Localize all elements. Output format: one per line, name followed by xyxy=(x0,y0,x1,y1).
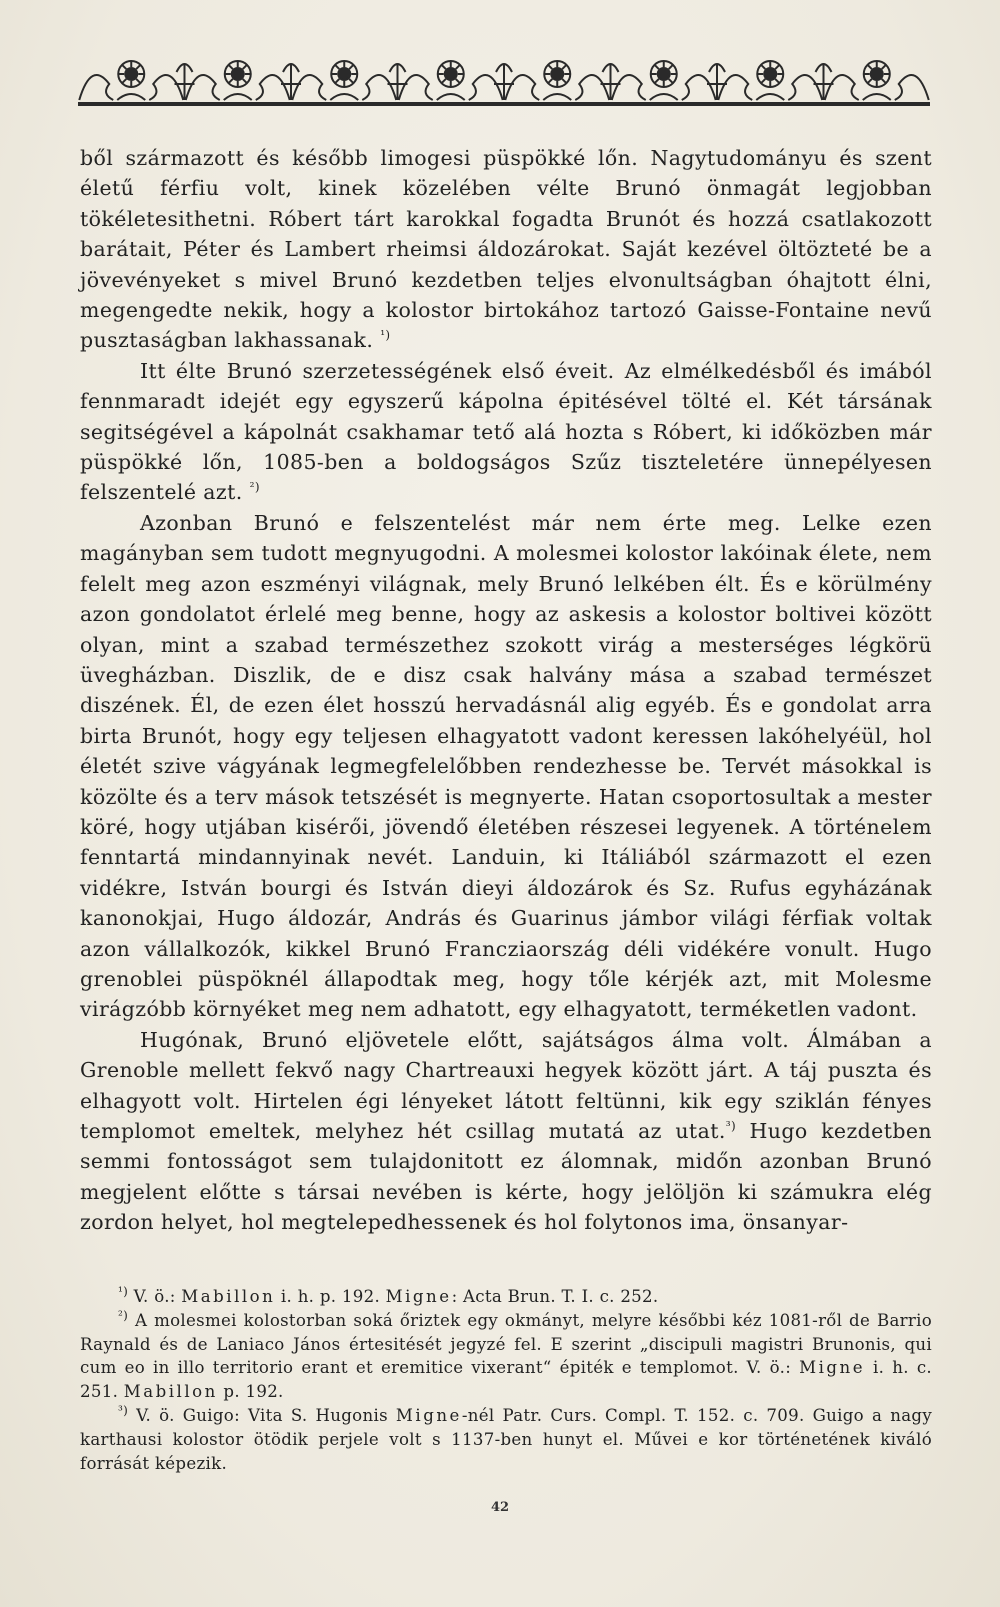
footnote-2: $^{^2)}$ A molesmei kolostorban soká őriztek egy okmányt, melyre későbbi kéz 1081-ről de Barrio Raynald és de Laniaco János értesitését jegyzé fel. E szerint „discipuli magistri Brunonis, qui cum eo in illo territorio erant et eremitice vixerant“ épiték e templomot. V. ö.: Migne i. h. c. 251. Mabillon p. 192. xyxy=(80,1308,932,1402)
footnote-3: $^{^3)}$ V. ö. Guigo: Vita S. Hugonis Migne-nél Patr. Curs. Compl. T. 152. c. 709. Guigo a nagy karthausi kolostor ötödik perjele volt s 1137-ben hunyt el. Művei e kor történetének kiváló forrását képezik. xyxy=(80,1403,933,1473)
paragraph-2: Itt élte Brunó szerzetességének első éveit. Az elmélkedésből és imából fennmaradt idejét egy egyszerű kápolna épitésével tölté el. Két társának segitségével a kápolnát csakhamar tető alá hozta s Róbert, ki időközben már püspökké lőn, 1085-ben a boldogságos Szűz tiszteletére ünnepélyesen felszentelé azt. $^{^2)}$ xyxy=(80,358,932,505)
footnote-1: $^{^1)}$ V. ö.: Mabillon i. h. p. 192. Migne: Acta Brun. T. I. c. 252. xyxy=(118,1284,659,1306)
paragraph-1: ből származott és később limogesi püspökké lőn. Nagytudományu és szent életű férfiu volt, kinek közelében vélte Brunó önmagát legjobban tökéletesithetni. Róbert tárt karokkal fogadta Brunót és hozzá csatlakozott barátait, Péter és Lambert rheimsi áldozárokat. Saját kezével öltözteté be a jövevényeket s mivel Brunó kezdetben teljes elvonultságban óhajtott élni, megengedte nekik, hogy a kolostor birtokához tartozó Gaisse-Fontaine nevű pusztaságban lakhassanak. $^{^1)}$ xyxy=(80,146,932,353)
footnote-ref-3: ³) xyxy=(725,1119,737,1134)
ornament-motif xyxy=(612,61,727,100)
footnote-ref-2: ²) xyxy=(249,480,260,495)
ornament-motif xyxy=(825,61,929,100)
page-number: 42 xyxy=(490,1500,510,1515)
paragraph-3: Azonban Brunó e felszentelést már nem érte meg. Lelke ezen magányban sem tudott megnyugodni. A molesmei kolostor lakóinak élete, nem felelt meg azon eszményi világnak, mely Brunó lelkében élt. És e körülmény azon gondolatot érlelé meg benne, hogy az askesis a kolostor boltivei között olyan, mint a szabad természethez szokott virág a mesterséges légkörü üvegházban. Diszlik, de e disz csak halvány mása a szabad természet diszének. Él, de ezen élet hosszú hervadásnál alig egyéb. És e gondolat arra birta Brunót, hogy egy teljesen elhagyatott vadont keressen lakóhelyéül, hol életét szive vágyának legmegfelelőbben rendezhesse be. Tervét másokkal is közölte és a terv mások tetszését is megnyerte. Hatan csoportosultak a mester köré, hogy utjában kisérői, jövendő életében részesei legyenek. A történelem fenntartá mindannyinak nevét. Landuin, ki Itáliából származott el ezen vidékre, István bourgi és István dieyi áldozárok és Sz. Rufus egyházának kanonokjai, Hugo áldozár, András és Guarinus jámbor világi férfiak voltak azon vállalkozók, kikkel Brunó Francziaország déli vidékére vonult. Hugo grenoblei püspöknél állapodtak meg, hogy tőle kérjék azt, mit Molesme virágzóbb környéket meg nem adhatott, egy elhagyatott, terméketlen vadont. xyxy=(80,510,932,1022)
ornament-motif xyxy=(79,61,194,100)
ornament-motif xyxy=(292,61,407,100)
ornament-motif xyxy=(186,61,301,100)
floral-header-ornament xyxy=(78,50,930,110)
ornament-motif xyxy=(399,61,514,100)
main-text xyxy=(80,143,932,1238)
paragraph-4: Hugónak, Brunó eljövetele előtt, sajátságos álma volt. Álmában a Grenoble mellett fekvő nagy Chartreauxi hegyek között járt. A táj puszta és elhagyott volt. Hirtelen égi lényeket látott feltünni, kik egy sziklán fényes templomot emeltek, melyhez hét csillag mutatá az utat.$^{^3)}$ Hugo kezdetben semmi fontosságot sem tulajdonitott ez álomnak, midőn azonban Brunó megjelent előtte s társai nevében is kérte, hogy jelöljön ki számukra elég zordon helyet, hol megtelepedhessenek és hol folytonos ima, önsanyar- xyxy=(80,1027,932,1235)
ornament-motif xyxy=(505,61,620,100)
ornament-motif xyxy=(718,61,833,100)
footnotes xyxy=(80,1285,932,1475)
footnote-ref-1: ¹) xyxy=(380,328,391,343)
